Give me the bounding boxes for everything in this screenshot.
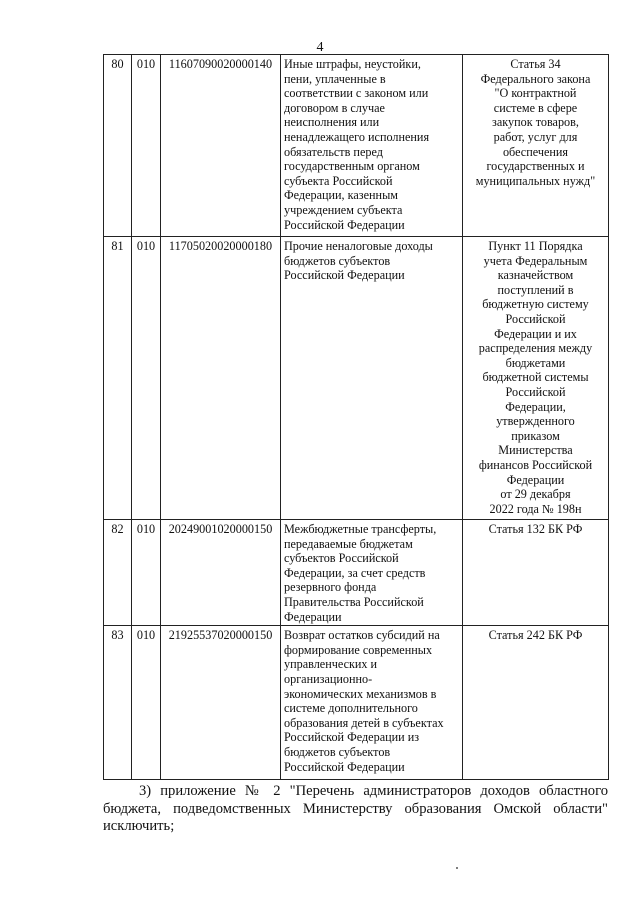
row-number-cell: 80: [104, 55, 132, 237]
amendment-paragraph: 3) приложение № 2 "Перечень администраторов доходов областного бюджета, подведомственных Министерству образования Омской области" исключить;: [103, 783, 608, 834]
revenue-name-cell: [281, 520, 463, 626]
administrator-code-cell: 010: [132, 237, 161, 520]
revenue-name-text: Возврат остатков субсидий на формирование современных управленческих и организационно- экономических механизмов в системе дополнительного образования детей в субъектах Российской Федерации из бюджетов субъектов Российской Федерации: [284, 628, 444, 774]
revenue-name-cell: [281, 55, 463, 237]
revenue-name-cell: [281, 626, 463, 780]
legal-basis-text: Статья 34 Федерального закона "О контрактной системе в сфере закупок товаров, работ, услуг для обеспечения государственных и муниципальных нужд": [475, 57, 596, 188]
revenue-name-text: Межбюджетные трансферты, передаваемые бюджетам субъектов Российской Федерации, за счет средств резервного фонда Правительства Российской Федерации: [284, 522, 437, 624]
legal-basis-cell: [463, 237, 609, 520]
revenue-code-cell: 11607090020000140: [161, 55, 281, 237]
legal-basis-text: Статья 242 БК РФ: [488, 628, 583, 643]
administrator-code-cell: 010: [132, 626, 161, 780]
revenue-name-cell: [281, 237, 463, 520]
table-row: [104, 237, 609, 520]
table-row: [104, 55, 609, 237]
legal-basis-text: Статья 132 БК РФ: [488, 522, 583, 536]
row-number-cell: 82: [104, 520, 132, 626]
legal-basis-cell: [463, 520, 609, 626]
table-row: [104, 520, 609, 626]
legal-basis-cell: [463, 626, 609, 780]
scan-speck: [456, 867, 458, 869]
page-number: 4: [316, 40, 324, 55]
legal-basis-text: Пункт 11 Порядка учета Федеральным казначейством поступлений в бюджетную систему Российской Федерации и их распределения между бюджетами бюджетной системы Российской Федерации, утвержденного приказом Министерства финансов Российской Федерации от 29 декабря 2022 года № 198н: [478, 239, 593, 516]
row-number-cell: 83: [104, 626, 132, 780]
revenue-code-cell: 20249001020000150: [161, 520, 281, 626]
revenue-name-text: Иные штрафы, неустойки, пени, уплаченные в соответствии с законом или договором в случае неисполнения или ненадлежащего исполнения обязательств перед государственным органом субъекта Российской Федерации, казенным учреждением субъекта Российской Федерации: [284, 57, 430, 232]
revenue-name-text: Прочие неналоговые доходы бюджетов субъектов Российской Федерации: [284, 239, 433, 283]
legal-basis-cell: [463, 55, 609, 237]
administrator-code-cell: 010: [132, 55, 161, 237]
administrator-code-cell: 010: [132, 520, 161, 626]
revenue-administrators-table: [103, 54, 609, 780]
table-row: [104, 626, 609, 780]
revenue-code-cell: 21925537020000150: [161, 626, 281, 780]
revenue-code-cell: 11705020020000180: [161, 237, 281, 520]
row-number-cell: 81: [104, 237, 132, 520]
